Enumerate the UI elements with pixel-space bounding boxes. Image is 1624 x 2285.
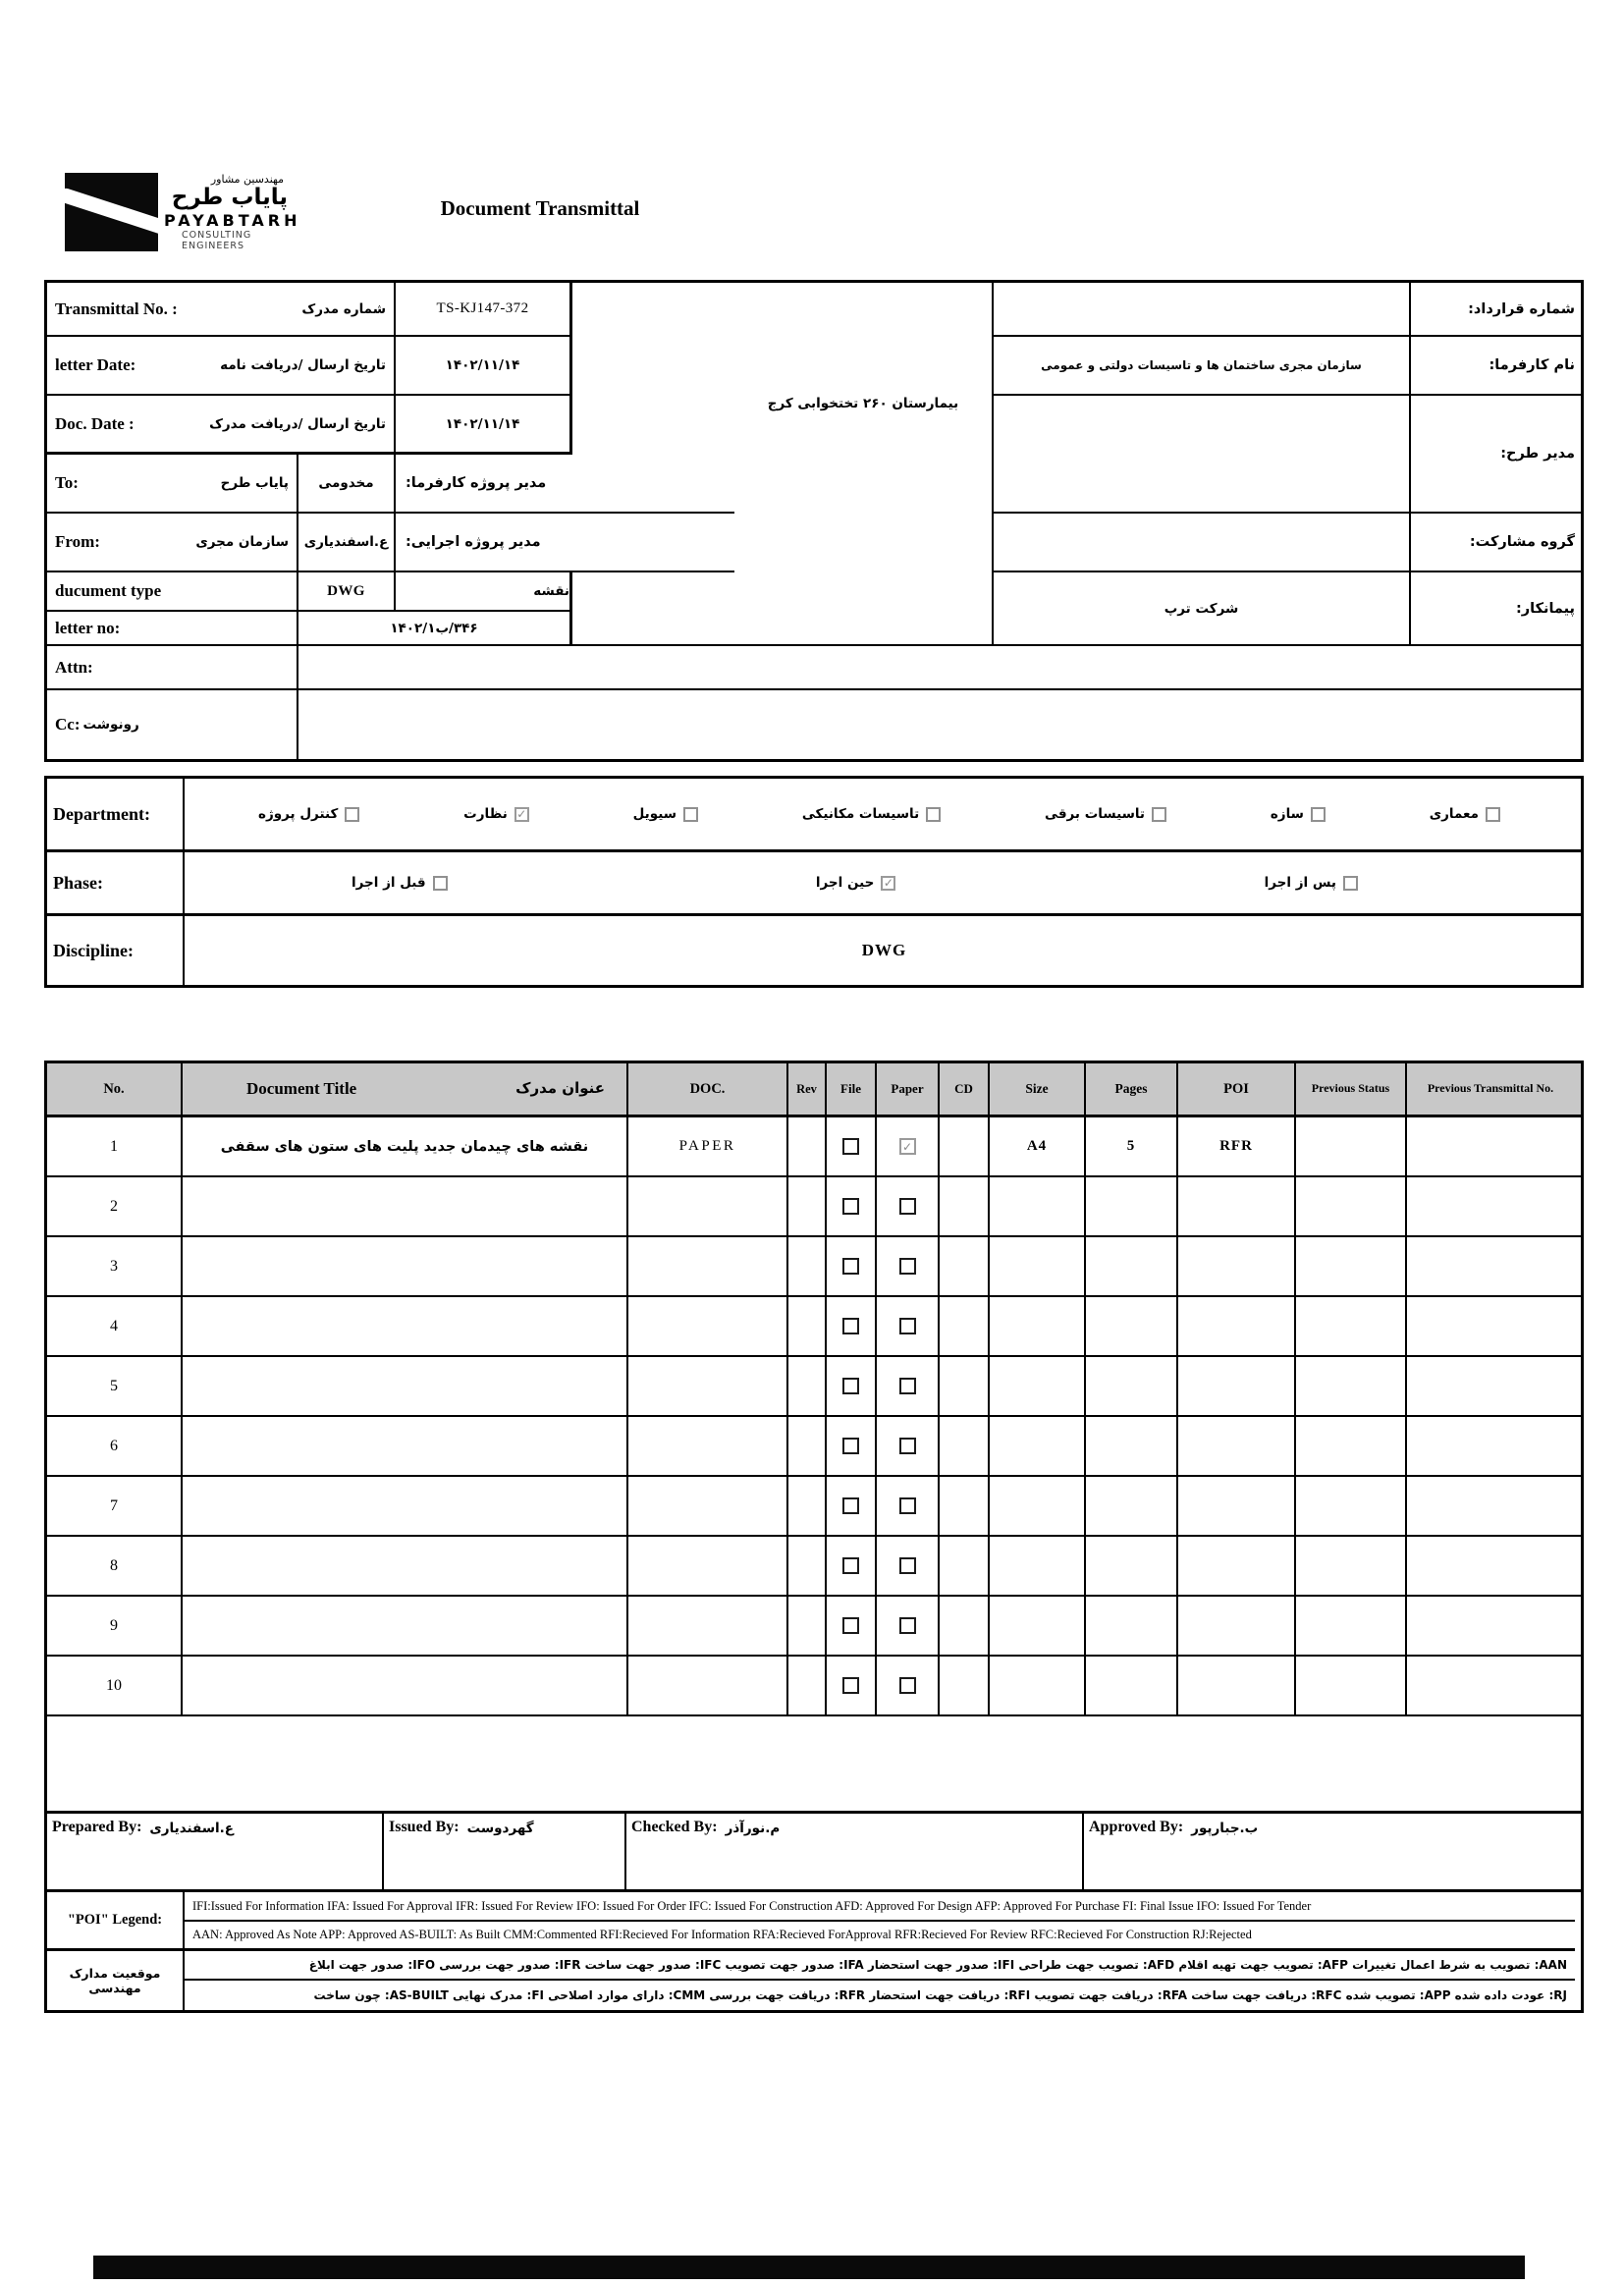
file-checkbox[interactable] xyxy=(842,1617,859,1634)
paper-checkbox[interactable] xyxy=(899,1497,916,1514)
header-no: No. xyxy=(47,1063,183,1115)
cell-prev_transmittal xyxy=(1407,1117,1574,1175)
cell-paper xyxy=(877,1357,940,1415)
file-checkbox[interactable] xyxy=(842,1318,859,1334)
cell-paper xyxy=(877,1237,940,1295)
transmittal-no-label-fa: شماره مدرک xyxy=(301,300,386,317)
transmittal-no-value: TS-KJ147-372 xyxy=(396,283,572,337)
poi-legend-fa-line2: RJ: عودت داده شده APP: تصویب شده RFC: دریافت جهت ساخت RFA: دریافت جهت تصویب RFI: دریافت جهت استحضار RFR: دریافت جهت بررسی CMM: دارای موارد اصلاحی FI: مدرک نهایی AS-BUILT: چون ساخت xyxy=(313,1988,1567,2002)
paper-checkbox[interactable] xyxy=(899,1617,916,1634)
discipline-label: Discipline: xyxy=(47,916,185,985)
phase-checkbox-0[interactable] xyxy=(1343,876,1358,891)
department-option xyxy=(1271,806,1326,822)
file-checkbox[interactable] xyxy=(842,1138,859,1155)
classification-table xyxy=(44,776,1584,988)
prepared-by-value: ع.اسفندیاری xyxy=(149,1821,234,1836)
poi-legend-en-line1: IFI:Issued For Information IFA: Issued For Approval IFR: Issued For Review IFO: Issued For Order IFC: Issued For Construction AFD: Approved For Design AFP: Approved For Purchase FI: Final Issue IFO: Issued For Tender xyxy=(185,1892,1575,1922)
to-person: مخدومی xyxy=(298,455,396,514)
cell-no: 6 xyxy=(47,1417,183,1475)
cell-poi xyxy=(1178,1537,1296,1595)
phase-option-label: حین اجرا xyxy=(815,875,875,891)
cell-prev_transmittal xyxy=(1407,1177,1574,1235)
checked-by-label: Checked By: xyxy=(631,1819,718,1835)
department-option-label: سیویل xyxy=(632,806,677,822)
table-row xyxy=(47,1597,1581,1657)
cell-pages xyxy=(1086,1657,1178,1714)
cell-prev_transmittal xyxy=(1407,1297,1574,1355)
table-row xyxy=(47,1177,1581,1237)
cell-prev_status xyxy=(1296,1417,1407,1475)
letter-date-label-en: letter Date: xyxy=(55,355,136,374)
cell-poi xyxy=(1178,1237,1296,1295)
logo-mark-icon xyxy=(65,173,158,251)
discipline-value-cell xyxy=(185,916,1584,985)
cell-doc xyxy=(628,1417,788,1475)
cell-cd xyxy=(940,1657,990,1714)
prepared-by-cell xyxy=(47,1814,384,1889)
header-title-en: Document Title xyxy=(246,1079,357,1099)
letter-date-label-fa: تاریخ ارسال /دریافت نامه xyxy=(220,357,386,373)
cell-doc xyxy=(628,1177,788,1235)
department-checkbox-5[interactable] xyxy=(514,807,529,822)
from-role-label: مدیر پروژه اجرایی: xyxy=(396,514,734,572)
cell-rev xyxy=(788,1597,827,1655)
cell-prev_status xyxy=(1296,1657,1407,1714)
cell-pages xyxy=(1086,1357,1178,1415)
cell-file xyxy=(827,1297,877,1355)
checked-by-value: م.نورآذر xyxy=(725,1821,781,1836)
poi-legend-label: "POI" Legend: xyxy=(47,1892,185,1951)
cell-doc xyxy=(628,1297,788,1355)
department-option xyxy=(463,806,529,822)
table-row xyxy=(47,1237,1581,1297)
header-poi: POI xyxy=(1178,1063,1296,1115)
cell-size xyxy=(990,1357,1086,1415)
cell-poi xyxy=(1178,1177,1296,1235)
project-name: بیمارستان ۲۶۰ تختخوابی کرج xyxy=(767,396,959,411)
logo-fa-name: پایاب طرح xyxy=(171,185,288,210)
cell-cd xyxy=(940,1417,990,1475)
phase-option-label: قبل از اجرا xyxy=(352,875,426,891)
cell-file xyxy=(827,1657,877,1714)
paper-checkbox[interactable] xyxy=(899,1198,916,1215)
cell-pages xyxy=(1086,1177,1178,1235)
paper-checkbox[interactable] xyxy=(899,1378,916,1394)
cell-file xyxy=(827,1357,877,1415)
cell-pages xyxy=(1086,1597,1178,1655)
poi-legend xyxy=(47,1889,1581,2010)
cell-title: نقشه های چیدمان جدید پلیت های ستون های سقفی xyxy=(183,1117,628,1175)
cell-paper xyxy=(877,1477,940,1535)
cell-poi xyxy=(1178,1657,1296,1714)
client-name-value: سازمان مجری ساختمان ها و تاسیسات دولتی و عمومی xyxy=(992,337,1411,396)
paper-checkbox[interactable] xyxy=(899,1557,916,1574)
footer-bar xyxy=(93,2256,1525,2279)
cell-no: 3 xyxy=(47,1237,183,1295)
client-name-label: نام کارفرما: xyxy=(1411,337,1581,396)
checked-by-cell xyxy=(626,1814,1084,1889)
cell-title xyxy=(183,1237,628,1295)
cell-rev xyxy=(788,1357,827,1415)
department-option-label: کنترل پروژه xyxy=(258,806,339,822)
phase-label: Phase: xyxy=(47,852,185,916)
cell-prev_transmittal xyxy=(1407,1417,1574,1475)
cell-prev_status xyxy=(1296,1117,1407,1175)
cell-size xyxy=(990,1297,1086,1355)
header-prev-status: Previous Status xyxy=(1296,1063,1407,1115)
project-name-cell xyxy=(734,283,992,646)
cell-title xyxy=(183,1357,628,1415)
header-file: File xyxy=(827,1063,877,1115)
cell-paper xyxy=(877,1537,940,1595)
cell-title xyxy=(183,1177,628,1235)
to-cell xyxy=(47,455,298,514)
department-checkbox-6[interactable] xyxy=(345,807,359,822)
cell-size xyxy=(990,1177,1086,1235)
department-checkbox-0[interactable] xyxy=(1486,807,1500,822)
cc-label: Cc: xyxy=(55,715,81,734)
cell-paper xyxy=(877,1177,940,1235)
cell-file xyxy=(827,1477,877,1535)
cell-prev_transmittal xyxy=(1407,1237,1574,1295)
discipline-value: DWG xyxy=(861,941,907,959)
header-prev-transmittal: Previous Transmittal No. xyxy=(1427,1081,1554,1096)
cell-paper xyxy=(877,1297,940,1355)
doc-date-label-cell xyxy=(47,396,396,455)
to-role-label: مدیر پروژه کارفرما: xyxy=(396,455,734,514)
letter-date-value: ۱۴۰۲/۱۱/۱۴ xyxy=(396,337,572,396)
table-row xyxy=(47,1117,1581,1177)
header-rev: Rev xyxy=(788,1063,827,1115)
cell-title xyxy=(183,1297,628,1355)
partnership-group-label: گروه مشارکت: xyxy=(1411,514,1581,572)
contractor-label: پیمانکار: xyxy=(1411,572,1581,646)
design-manager-label: مدیر طرح: xyxy=(1411,396,1581,514)
cell-prev_status xyxy=(1296,1597,1407,1655)
department-options xyxy=(185,779,1584,852)
document-rows xyxy=(47,1117,1581,1716)
cell-size xyxy=(990,1417,1086,1475)
cell-poi xyxy=(1178,1417,1296,1475)
table-row xyxy=(47,1297,1581,1357)
cell-prev_transmittal xyxy=(1407,1477,1574,1535)
approved-by-value: ب.جبارپور xyxy=(1191,1821,1259,1836)
file-checkbox[interactable] xyxy=(842,1438,859,1454)
cell-cd xyxy=(940,1537,990,1595)
cell-size xyxy=(990,1657,1086,1714)
paper-checkbox[interactable] xyxy=(899,1138,916,1155)
from-value-fa: سازمان مجری xyxy=(195,534,289,550)
department-option xyxy=(802,806,941,822)
file-checkbox[interactable] xyxy=(842,1258,859,1275)
cell-pages xyxy=(1086,1417,1178,1475)
cell-prev_status xyxy=(1296,1297,1407,1355)
cell-rev xyxy=(788,1237,827,1295)
department-checkbox-3[interactable] xyxy=(926,807,941,822)
cell-poi xyxy=(1178,1357,1296,1415)
cell-prev_transmittal xyxy=(1407,1537,1574,1595)
cell-size: A4 xyxy=(990,1117,1086,1175)
cell-prev_transmittal xyxy=(1407,1597,1574,1655)
cell-rev xyxy=(788,1477,827,1535)
cell-file xyxy=(827,1117,877,1175)
department-option xyxy=(1045,806,1166,822)
department-label: Department: xyxy=(47,779,185,852)
cell-rev xyxy=(788,1537,827,1595)
file-checkbox[interactable] xyxy=(842,1497,859,1514)
cell-doc xyxy=(628,1657,788,1714)
cell-rev xyxy=(788,1297,827,1355)
doc-date-label-en: Doc. Date : xyxy=(55,413,135,433)
header-doc: DOC. xyxy=(628,1063,788,1115)
attn-value xyxy=(298,646,1581,690)
document-type-label-cell xyxy=(47,572,298,612)
doc-date-value: ۱۴۰۲/۱۱/۱۴ xyxy=(396,396,572,455)
department-option-label: تاسیسات برقی xyxy=(1045,806,1145,822)
transmittal-info-table xyxy=(44,280,1584,762)
cell-prev_status xyxy=(1296,1477,1407,1535)
file-checkbox[interactable] xyxy=(842,1557,859,1574)
cell-no: 5 xyxy=(47,1357,183,1415)
poi-legend-en-line2: AAN: Approved As Note APP: Approved AS-BUILT: As Built CMM:Commented RFI:Recieved For Information RFA:Recieved ForApproval RFR:Recieved For Review RFC:Recieved For Construction RJ:Rejected xyxy=(185,1922,1575,1951)
cell-pages xyxy=(1086,1297,1178,1355)
cell-doc xyxy=(628,1237,788,1295)
poi-legend-fa-line1: AAN: تصویب به شرط اعمال تغییرات AFP: تصویب جهت تهیه اقلام AFD: تصویب جهت طراحی IFI: صدور جهت استحضار IFA: صدور جهت تصویب IFC: صدور جهت ساخت IFR: صدور جهت بررسی IFO: صدور جهت ابلاغ xyxy=(185,1951,1575,1981)
department-checkbox-4[interactable] xyxy=(683,807,698,822)
letter-no-label-cell xyxy=(47,612,298,646)
phase-checkbox-1[interactable] xyxy=(881,876,895,891)
page-title: Document Transmittal xyxy=(440,196,640,220)
cell-prev_status xyxy=(1296,1237,1407,1295)
cell-paper xyxy=(877,1657,940,1714)
cell-cd xyxy=(940,1477,990,1535)
department-option xyxy=(1430,806,1500,822)
phase-options xyxy=(185,852,1584,916)
file-checkbox[interactable] xyxy=(842,1378,859,1394)
cell-pages xyxy=(1086,1237,1178,1295)
company-logo xyxy=(65,173,301,252)
department-option-label: نظارت xyxy=(463,806,508,822)
doc-date-label-fa: تاریخ ارسال /دریافت مدرک xyxy=(209,415,386,432)
cell-no: 4 xyxy=(47,1297,183,1355)
cell-pages: 5 xyxy=(1086,1117,1178,1175)
cc-label-fa: رونوشت xyxy=(82,717,139,733)
department-option xyxy=(258,806,359,822)
partnership-group-value xyxy=(992,514,1411,572)
cell-no: 1 xyxy=(47,1117,183,1175)
transmittal-no-label-cell xyxy=(47,283,396,337)
department-option-label: سازه xyxy=(1270,806,1304,822)
to-label: To: xyxy=(55,473,79,492)
cell-title xyxy=(183,1417,628,1475)
cell-size xyxy=(990,1477,1086,1535)
letter-no-value: ۱۴۰۲/۱ب/۳۴۶ xyxy=(298,612,572,646)
cell-prev_transmittal xyxy=(1407,1657,1574,1714)
paper-checkbox[interactable] xyxy=(899,1318,916,1334)
department-checkbox-2[interactable] xyxy=(1152,807,1166,822)
document-type-value: DWG xyxy=(298,572,396,612)
phase-option xyxy=(352,875,448,891)
cell-doc xyxy=(628,1477,788,1535)
file-checkbox[interactable] xyxy=(842,1198,859,1215)
logo-en-name: PAYABTARH xyxy=(164,211,301,231)
cell-file xyxy=(827,1237,877,1295)
table-empty-area xyxy=(47,1716,1581,1811)
header-title xyxy=(183,1063,628,1115)
to-value-fa: پایاب طرح xyxy=(220,475,289,491)
cell-rev xyxy=(788,1117,827,1175)
prepared-by-label: Prepared By: xyxy=(52,1819,142,1835)
table-row xyxy=(47,1417,1581,1477)
cell-doc xyxy=(628,1597,788,1655)
cell-title xyxy=(183,1657,628,1714)
cell-poi: RFR xyxy=(1178,1117,1296,1175)
cell-cd xyxy=(940,1357,990,1415)
signature-row xyxy=(47,1811,1581,1889)
paper-checkbox[interactable] xyxy=(899,1677,916,1694)
attn-label-cell xyxy=(47,646,298,690)
approved-by-label: Approved By: xyxy=(1089,1819,1184,1835)
cell-paper xyxy=(877,1117,940,1175)
department-option xyxy=(633,806,698,822)
table-row xyxy=(47,1657,1581,1716)
department-option-label: معماری xyxy=(1429,806,1479,822)
cell-no: 10 xyxy=(47,1657,183,1714)
cell-title xyxy=(183,1537,628,1595)
phase-option xyxy=(816,875,895,891)
documents-table xyxy=(44,1061,1584,2013)
header-cd: CD xyxy=(940,1063,990,1115)
header-paper: Paper xyxy=(877,1063,940,1115)
poi-legend-fa-label: موقعیت مدارک مهندسی xyxy=(47,1951,185,2010)
cell-prev_status xyxy=(1296,1177,1407,1235)
cell-poi xyxy=(1178,1477,1296,1535)
cell-no: 2 xyxy=(47,1177,183,1235)
spacer xyxy=(572,572,734,646)
cell-title xyxy=(183,1477,628,1535)
cell-cd xyxy=(940,1117,990,1175)
issued-by-label: Issued By: xyxy=(389,1819,460,1835)
cell-cd xyxy=(940,1177,990,1235)
header-size: Size xyxy=(990,1063,1086,1115)
phase-option-label: پس از اجرا xyxy=(1264,875,1336,891)
cell-size xyxy=(990,1237,1086,1295)
from-label: From: xyxy=(55,532,100,551)
cc-value xyxy=(298,690,1581,759)
header-title-fa: عنوان مدرک xyxy=(515,1079,605,1098)
contract-no-label: شماره قرارداد: xyxy=(1411,283,1581,337)
cell-pages xyxy=(1086,1477,1178,1535)
phase-checkbox-2[interactable] xyxy=(433,876,448,891)
cell-rev xyxy=(788,1657,827,1714)
cell-cd xyxy=(940,1597,990,1655)
cell-file xyxy=(827,1177,877,1235)
paper-checkbox[interactable] xyxy=(899,1438,916,1454)
cell-prev_transmittal xyxy=(1407,1357,1574,1415)
cell-cd xyxy=(940,1237,990,1295)
cell-file xyxy=(827,1417,877,1475)
approved-by-cell xyxy=(1084,1814,1581,1889)
cell-no: 7 xyxy=(47,1477,183,1535)
cell-cd xyxy=(940,1297,990,1355)
attn-label: Attn: xyxy=(55,657,93,677)
table-row xyxy=(47,1537,1581,1597)
cell-size xyxy=(990,1537,1086,1595)
cell-title xyxy=(183,1597,628,1655)
letter-date-label-cell xyxy=(47,337,396,396)
contractor-value: شرکت ترپ xyxy=(992,572,1411,646)
cell-paper xyxy=(877,1417,940,1475)
table-row xyxy=(47,1477,1581,1537)
logo-fa-tagline: مهندسین مشاور xyxy=(210,173,284,186)
cell-doc xyxy=(628,1537,788,1595)
logo-en-tagline: CONSULTING ENGINEERS xyxy=(182,230,252,252)
department-checkbox-1[interactable] xyxy=(1311,807,1326,822)
cell-prev_status xyxy=(1296,1357,1407,1415)
from-person: ع.اسفندیاری xyxy=(298,514,396,572)
cell-size xyxy=(990,1597,1086,1655)
cell-paper xyxy=(877,1597,940,1655)
cell-doc: PAPER xyxy=(628,1117,788,1175)
cell-file xyxy=(827,1537,877,1595)
cell-poi xyxy=(1178,1297,1296,1355)
cell-doc xyxy=(628,1357,788,1415)
cell-file xyxy=(827,1597,877,1655)
issued-by-cell xyxy=(384,1814,626,1889)
cell-no: 9 xyxy=(47,1597,183,1655)
issued-by-value: گهردوست xyxy=(466,1821,534,1836)
table-row xyxy=(47,1357,1581,1417)
cc-label-cell xyxy=(47,690,298,759)
document-type-label: ducument type xyxy=(55,581,162,600)
cell-pages xyxy=(1086,1537,1178,1595)
spacer xyxy=(572,283,734,455)
cell-no: 8 xyxy=(47,1537,183,1595)
department-option-label: تاسیسات مکانیکی xyxy=(801,806,920,822)
phase-option xyxy=(1265,875,1358,891)
design-manager-value xyxy=(992,396,1411,514)
transmittal-no-label-en: Transmittal No. : xyxy=(55,299,178,318)
contract-no-value xyxy=(992,283,1411,337)
cell-rev xyxy=(788,1177,827,1235)
cell-rev xyxy=(788,1417,827,1475)
letter-no-label: letter no: xyxy=(55,618,121,637)
from-cell xyxy=(47,514,298,572)
paper-checkbox[interactable] xyxy=(899,1258,916,1275)
document-type-fa: نقشه xyxy=(396,572,572,612)
file-checkbox[interactable] xyxy=(842,1677,859,1694)
documents-table-header xyxy=(47,1063,1581,1117)
header-pages: Pages xyxy=(1086,1063,1178,1115)
cell-prev_status xyxy=(1296,1537,1407,1595)
cell-poi xyxy=(1178,1597,1296,1655)
